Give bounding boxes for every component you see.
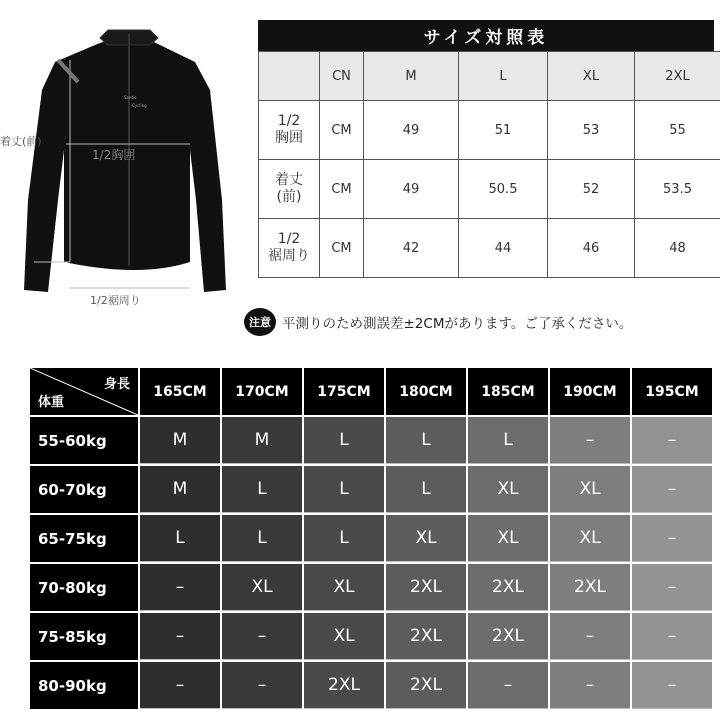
fit-row	[140, 564, 714, 611]
size-row-label: 着丈 (前)	[259, 160, 320, 219]
size-value-cell: 48	[635, 219, 720, 278]
fit-cell: –	[140, 662, 220, 709]
fit-cell: –	[550, 662, 630, 709]
jacket-illustration	[0, 0, 250, 310]
fit-cell: L	[468, 417, 548, 464]
fit-cell: –	[222, 613, 302, 660]
fit-row	[140, 466, 714, 513]
fit-chart-header-row	[30, 368, 718, 415]
size-chart-title: サイズ対照表	[258, 20, 714, 51]
size-chart-row	[259, 219, 720, 278]
fit-cell: 2XL	[468, 564, 548, 611]
fit-chart-corner	[30, 368, 138, 415]
size-row-label: 1/2 裾周り	[259, 219, 320, 278]
fit-cell: M	[222, 417, 302, 464]
size-col-header: CN	[320, 52, 364, 101]
weight-label: 65-75kg	[30, 515, 138, 562]
size-value-cell: 49	[364, 101, 459, 160]
size-col-header: 2XL	[635, 52, 720, 101]
svg-text:Cycling: Cycling	[132, 103, 147, 108]
fit-cell: XL	[222, 564, 302, 611]
fit-chart	[30, 368, 718, 711]
fit-cell: –	[632, 417, 712, 464]
size-value-cell: 42	[364, 219, 459, 278]
size-value-cell: 55	[635, 101, 720, 160]
fit-cell: –	[632, 613, 712, 660]
size-value-cell: 52	[548, 160, 635, 219]
height-header: 195CM	[632, 368, 712, 415]
fit-cell: –	[550, 613, 630, 660]
fit-cell: L	[222, 515, 302, 562]
hem-label: 1/2裾周り	[90, 294, 141, 307]
weight-label: 75-85kg	[30, 613, 138, 660]
fit-cell: XL	[550, 515, 630, 562]
note-badge: 注意	[244, 308, 276, 336]
size-col-header: XL	[548, 52, 635, 101]
height-header: 170CM	[222, 368, 302, 415]
fit-cell: L	[222, 466, 302, 513]
chest-label: 1/2胸囲	[92, 148, 136, 162]
fit-cell: M	[140, 466, 220, 513]
fit-cell: L	[304, 417, 384, 464]
size-unit-cell: CM	[320, 160, 364, 219]
fit-cell: –	[632, 662, 712, 709]
fit-grid	[140, 417, 714, 711]
fit-cell: 2XL	[468, 613, 548, 660]
size-chart-corner	[259, 52, 320, 101]
fit-cell: 2XL	[386, 613, 466, 660]
fit-cell: L	[386, 466, 466, 513]
fit-cell: L	[304, 515, 384, 562]
fit-row	[140, 417, 714, 464]
weight-axis-label: 体重	[38, 395, 65, 410]
fit-chart-body	[30, 417, 718, 711]
size-chart-table	[258, 51, 720, 278]
fit-cell: XL	[386, 515, 466, 562]
fit-cell: –	[222, 662, 302, 709]
size-row-label: 1/2 胸囲	[259, 101, 320, 160]
weight-column	[30, 417, 138, 711]
height-header: 185CM	[468, 368, 548, 415]
size-col-header: L	[459, 52, 548, 101]
fit-cell: 2XL	[304, 662, 384, 709]
size-value-cell: 49	[364, 160, 459, 219]
fit-cell: XL	[468, 515, 548, 562]
fit-cell: –	[632, 466, 712, 513]
size-chart-row	[259, 101, 720, 160]
height-header: 190CM	[550, 368, 630, 415]
fit-cell: L	[386, 417, 466, 464]
fit-cell: L	[304, 466, 384, 513]
fit-cell: 2XL	[386, 564, 466, 611]
fit-cell: XL	[304, 564, 384, 611]
fit-cell: XL	[550, 466, 630, 513]
height-axis-label: 身長	[103, 377, 130, 392]
fit-cell: –	[140, 564, 220, 611]
fit-row	[140, 515, 714, 562]
fit-row	[140, 613, 714, 660]
fit-cell: 2XL	[550, 564, 630, 611]
fit-cell: 2XL	[386, 662, 466, 709]
height-header: 165CM	[140, 368, 220, 415]
size-value-cell: 51	[459, 101, 548, 160]
size-value-cell: 44	[459, 219, 548, 278]
fit-cell: –	[632, 515, 712, 562]
size-chart-row	[259, 160, 720, 219]
fit-cell: XL	[304, 613, 384, 660]
size-value-cell: 53	[548, 101, 635, 160]
height-header: 180CM	[386, 368, 466, 415]
measurement-note	[244, 308, 632, 336]
fit-cell: –	[468, 662, 548, 709]
note-text: 平測りのため測誤差±2CMがあります。ご了承ください。	[282, 316, 633, 332]
weight-label: 70-80kg	[30, 564, 138, 611]
weight-label: 60-70kg	[30, 466, 138, 513]
fit-cell: XL	[468, 466, 548, 513]
size-col-header: M	[364, 52, 459, 101]
size-value-cell: 46	[548, 219, 635, 278]
height-header: 175CM	[304, 368, 384, 415]
svg-text:Santic: Santic	[124, 95, 137, 100]
fit-cell: M	[140, 417, 220, 464]
weight-label: 80-90kg	[30, 662, 138, 709]
fit-cell: L	[140, 515, 220, 562]
size-unit-cell: CM	[320, 101, 364, 160]
length-label: 着丈(前)	[0, 135, 42, 148]
fit-row	[140, 662, 714, 709]
fit-cell: –	[140, 613, 220, 660]
fit-cell: –	[550, 417, 630, 464]
size-value-cell: 50.5	[459, 160, 548, 219]
size-value-cell: 53.5	[635, 160, 720, 219]
weight-label: 55-60kg	[30, 417, 138, 464]
size-chart-header-row	[259, 52, 720, 101]
size-unit-cell: CM	[320, 219, 364, 278]
fit-cell: –	[632, 564, 712, 611]
